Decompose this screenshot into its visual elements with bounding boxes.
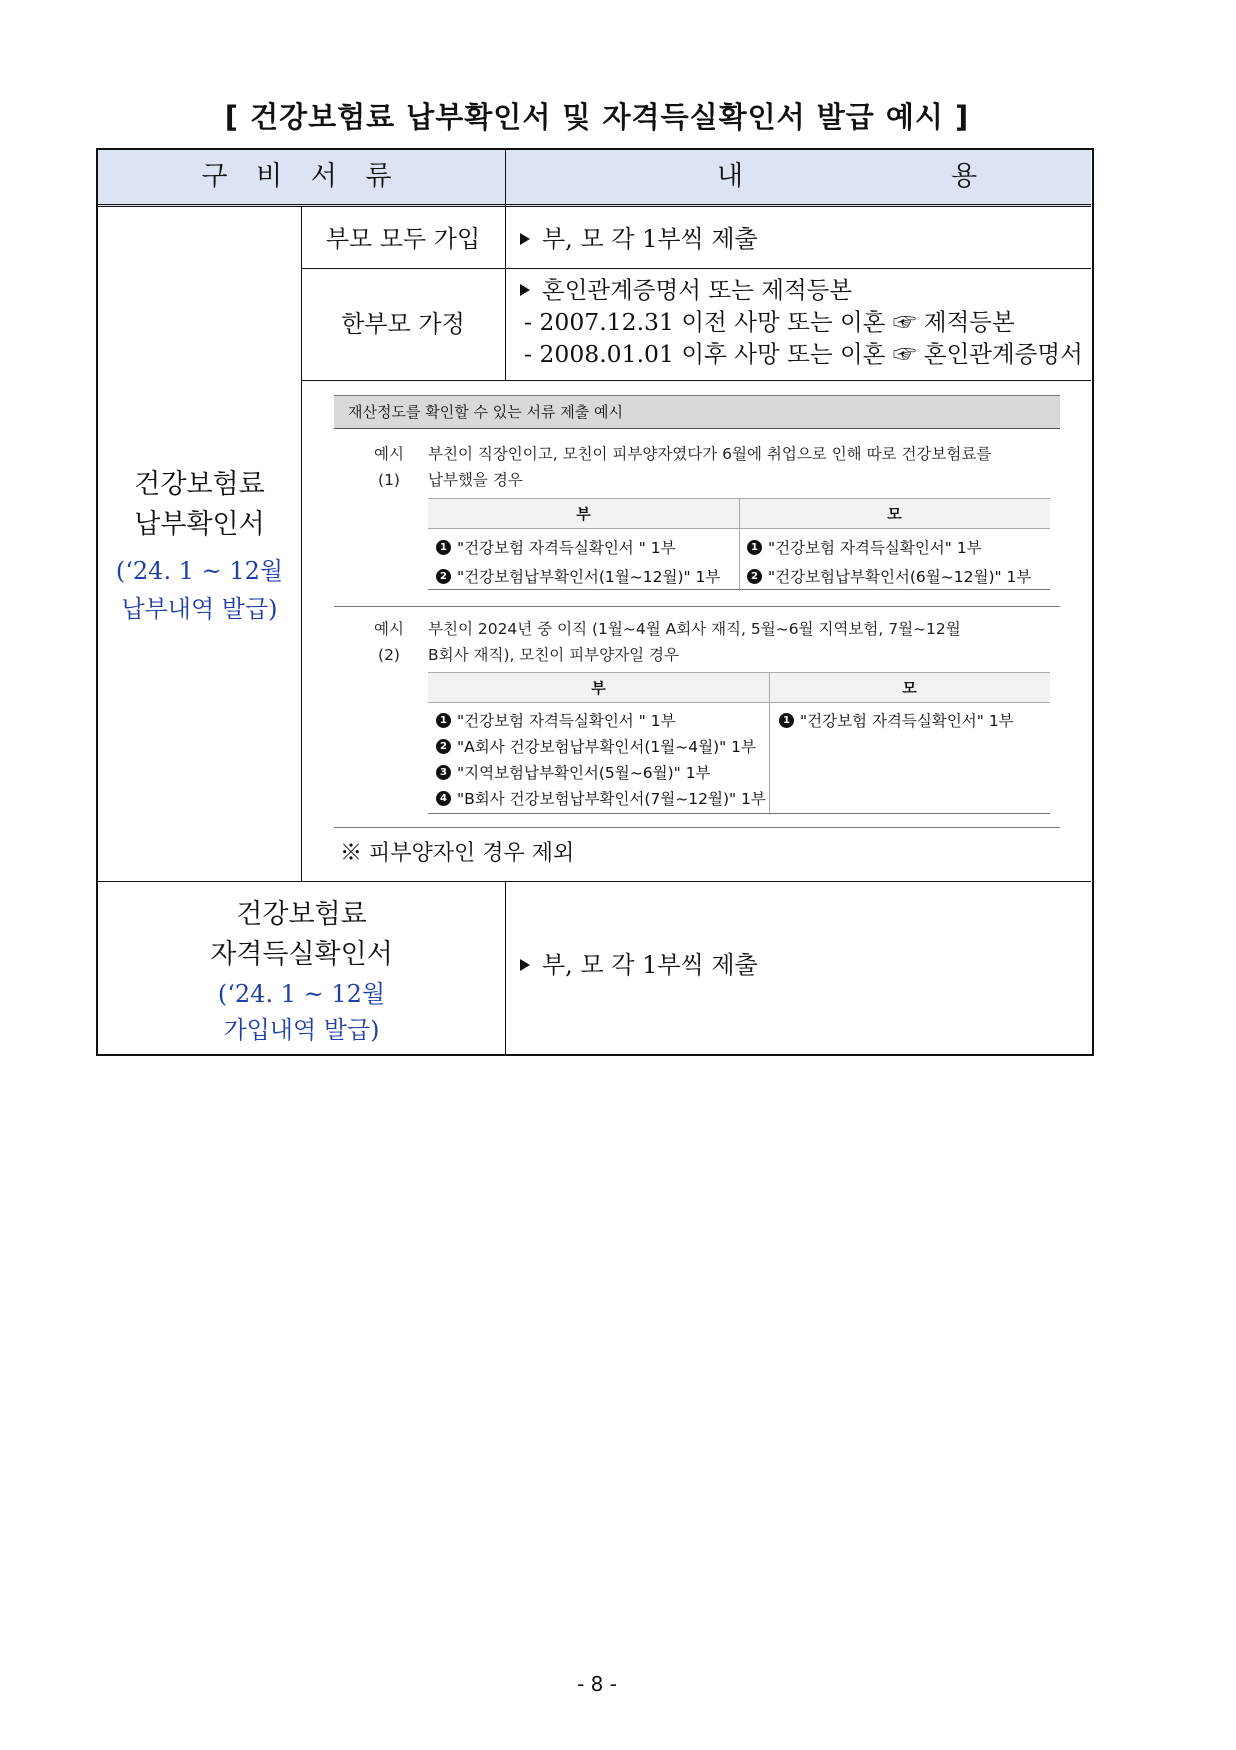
example2-father-header: 부: [428, 673, 769, 703]
example1-father-item: 1 "건강보험 자격득실확인서 " 1부: [436, 536, 676, 558]
example2-mother-header: 모: [769, 673, 1050, 703]
example2-father-item: 1 "건강보험 자격득실확인서 " 1부: [436, 709, 676, 731]
example1-father-item: 2 "건강보험납부확인서(1월~12월)" 1부: [436, 565, 720, 587]
example1-father-header: 부: [428, 499, 739, 529]
qualification-period-label: (‘24. 1 ~ 12월 가입내역 발급): [217, 980, 386, 1044]
payment-period-label: (‘24. 1 ~ 12월 납부내역 발급): [115, 557, 284, 623]
single-parent-content: 혼인관계증명서 또는 제적등본 - 2007.12.31 이전 사망 또는 이혼 ☞ 제적등본 - 2008.01.01 이후 사망 또는 이혼 ☞ 혼인관계증명서: [520, 274, 1083, 370]
number-2-icon: 2: [436, 739, 451, 754]
number-1-icon: 1: [747, 540, 762, 555]
example2-father-item: 3 "지역보험납부확인서(5월~6월)" 1부: [436, 761, 711, 783]
qualification-content: 부, 모 각 1부씩 제출: [520, 940, 758, 990]
triangle-bullet-icon: [520, 233, 530, 245]
example2-description: 부친이 2024년 중 이직 (1월~4월 A회사 재직, 5월~6월 지역보험, 7월~12월 B회사 재직), 모친이 피부양자일 경우: [428, 620, 961, 664]
examples-box: [334, 395, 1060, 866]
example1-mother-item: 2 "건강보험납부확인서(6월~12월)" 1부: [747, 565, 1031, 587]
triangle-bullet-icon: [520, 284, 530, 296]
header-documents: 구 비 서 류: [201, 161, 402, 192]
example2-mother-item: 1 "건강보험 자격득실확인서" 1부: [779, 709, 1014, 731]
example2-table: [428, 672, 1050, 814]
page-number: - 8 -: [577, 1672, 617, 1696]
both-parents-content: 부, 모 각 1부씩 제출: [520, 210, 758, 268]
payment-certificate-label: 건강보험료 납부확인서: [134, 469, 265, 540]
number-1-icon: 1: [436, 540, 451, 555]
both-parents-label: 부모 모두 가입: [325, 225, 481, 253]
number-1-icon: 1: [779, 713, 794, 728]
example2-father-item: 4 "B회사 건강보험납부확인서(7월~12월)" 1부: [436, 787, 766, 809]
number-2-icon: 2: [436, 569, 451, 584]
examples-title: 재산정도를 확인할 수 있는 서류 제출 예시: [334, 395, 1060, 429]
header-content-a: 내: [716, 161, 744, 192]
example1-mother-header: 모: [739, 499, 1050, 529]
number-2-icon: 2: [747, 569, 762, 584]
example1-label: 예시 (1): [374, 445, 404, 489]
exclusion-note: ※ 피부양자인 경우 제외: [340, 841, 575, 866]
number-1-icon: 1: [436, 713, 451, 728]
example1-table: [428, 498, 1050, 590]
example2-label: 예시 (2): [374, 620, 404, 664]
number-3-icon: 3: [436, 765, 451, 780]
qualification-certificate-label: 건강보험료 자격득실확인서: [210, 899, 393, 970]
triangle-bullet-icon: [520, 959, 530, 971]
document-title: [ 건강보험료 납부확인서 및 자격득실확인서 발급 예시 ]: [224, 100, 970, 134]
requirements-table: [96, 148, 1094, 1056]
example1-mother-item: 1 "건강보험 자격득실확인서" 1부: [747, 536, 982, 558]
table-header-row: [98, 150, 1091, 207]
number-4-icon: 4: [436, 791, 451, 806]
single-parent-label: 한부모 가정: [341, 310, 465, 338]
example2-father-item: 2 "A회사 건강보험납부확인서(1월~4월)" 1부: [436, 735, 756, 757]
example1-description: 부친이 직장인이고, 모친이 피부양자였다가 6월에 취업으로 인해 따로 건강보험료를 납부했을 경우: [428, 445, 992, 489]
header-content-b: 용: [950, 161, 978, 192]
